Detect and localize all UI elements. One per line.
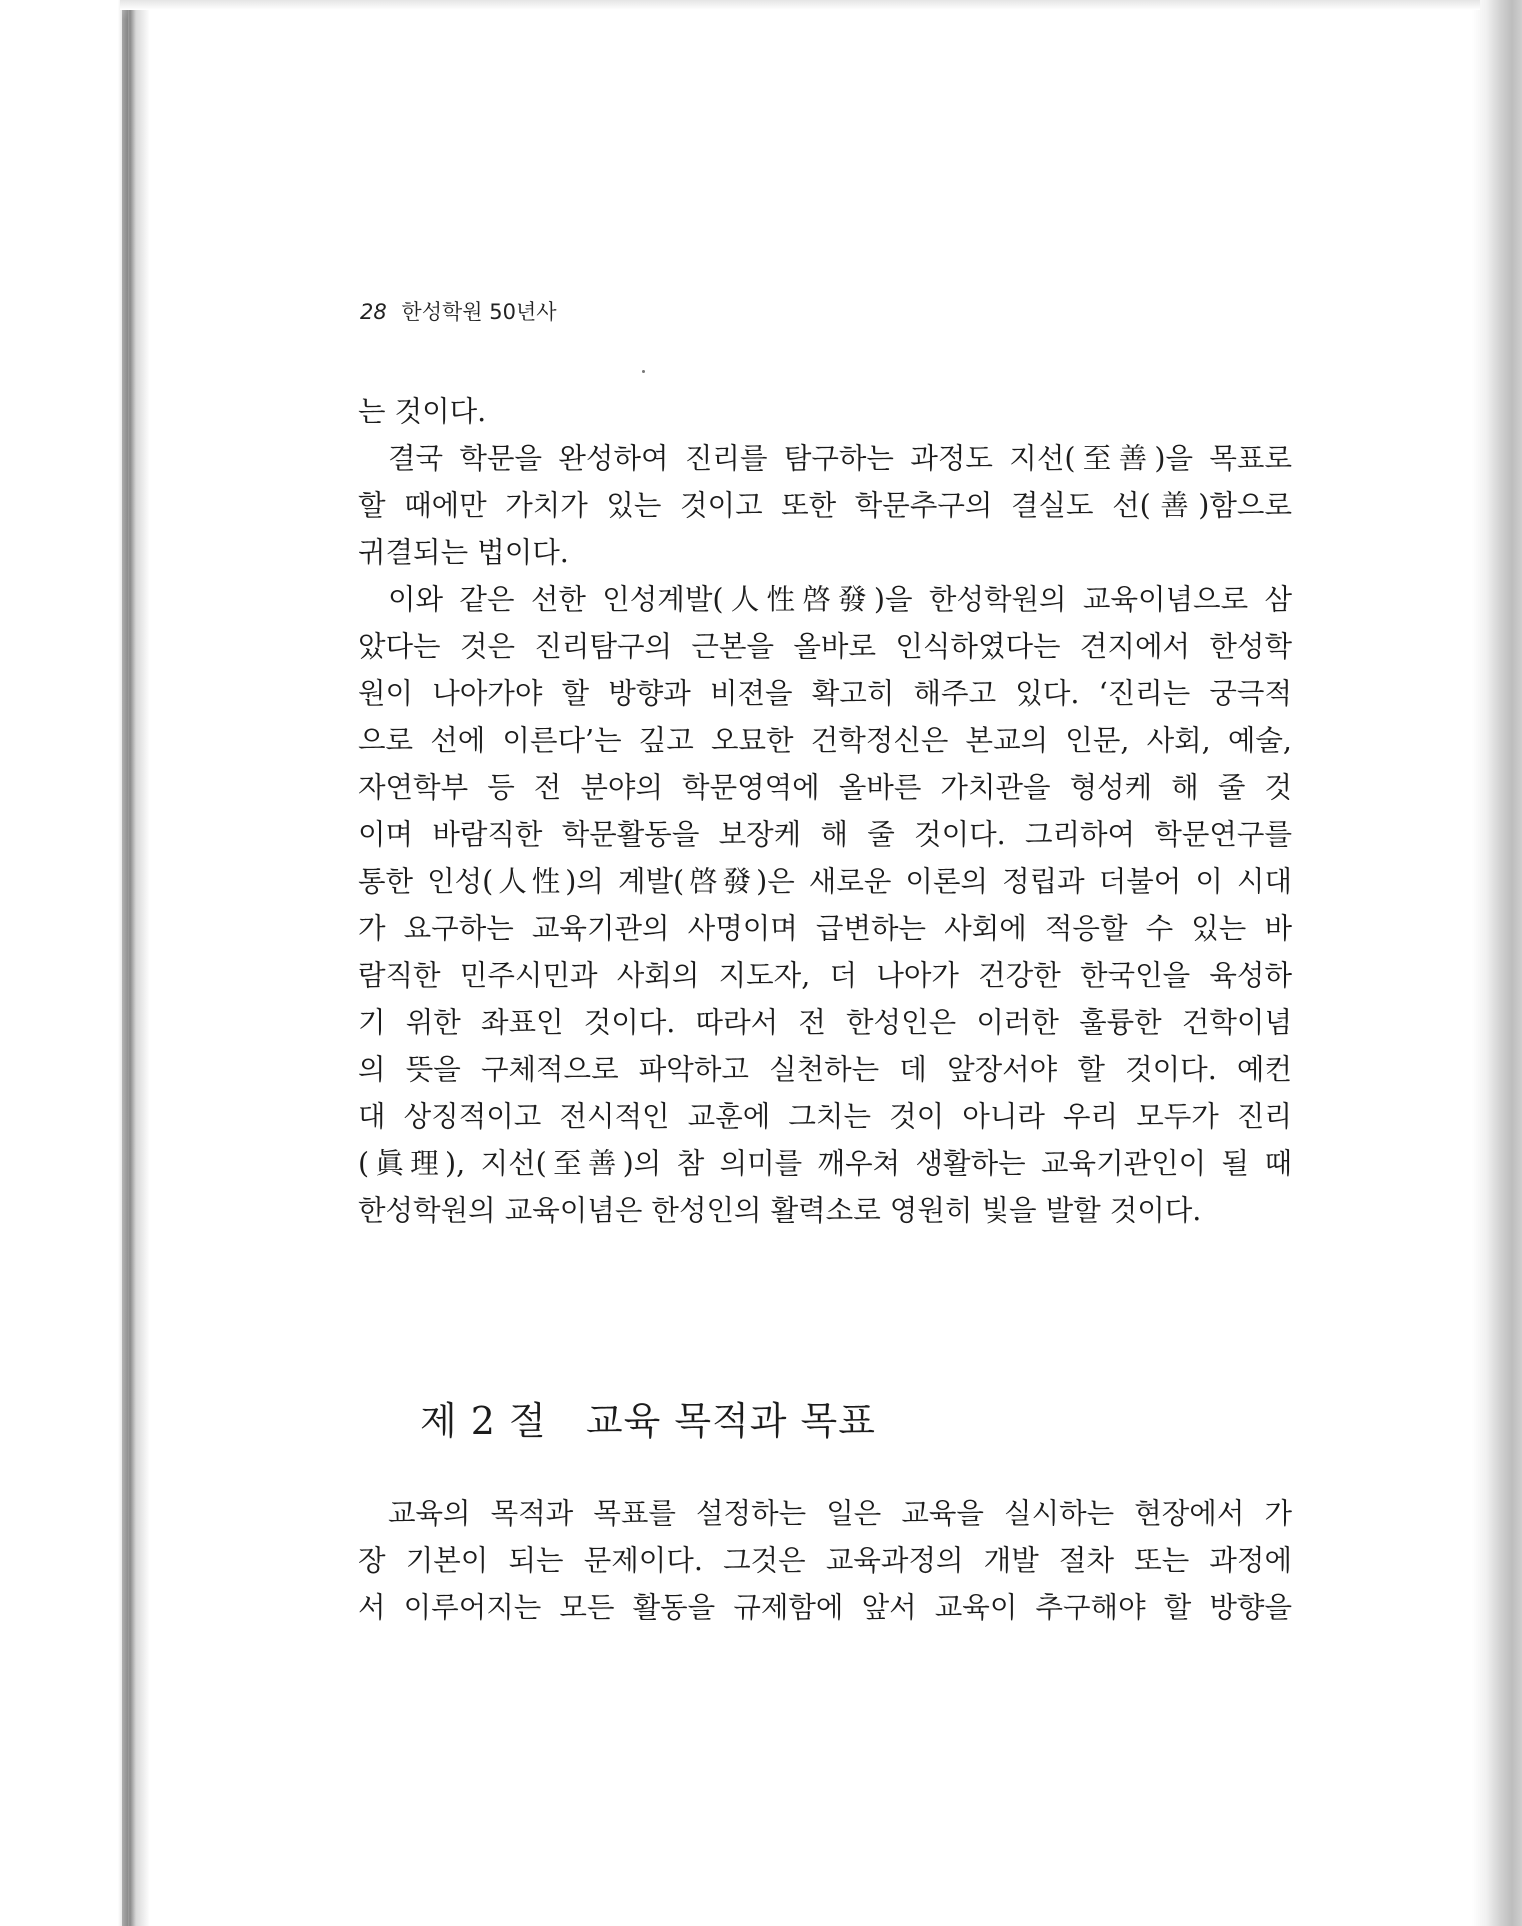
body-text-bottom <box>358 1490 1292 1631</box>
paragraph <box>358 435 1292 576</box>
text-line: (眞理), 지선(至善)의 참 의미를 깨우쳐 생활하는 교육기관인이 될 때 <box>358 1147 1292 1180</box>
book-binding-edge <box>0 0 150 1926</box>
text-line: 한성학원의 교육이념은 한성인의 활력소로 영원히 빛을 발할 것이다. <box>358 1194 1202 1227</box>
text-line: 교육의 목적과 목표를 설정하는 일은 교육을 실시하는 현장에서 가 <box>388 1497 1292 1530</box>
page-number: 28 <box>360 300 387 324</box>
text-line: 할 때에만 가치가 있는 것이고 또한 학문추구의 결실도 선(善)함으로 <box>358 489 1292 522</box>
paragraph <box>358 576 1292 1234</box>
text-line: 장 기본이 되는 문제이다. 그것은 교육과정의 개발 절차 또는 과정에 <box>358 1544 1292 1577</box>
paragraph-continuation <box>358 388 1292 435</box>
page-right-edge <box>1472 0 1522 1926</box>
text-line: 결국 학문을 완성하여 진리를 탐구하는 과정도 지선(至善)을 목표로 <box>388 442 1292 475</box>
print-speck <box>642 370 645 373</box>
body-text-top <box>358 388 1292 1234</box>
section-title: 교육 목적과 목표 <box>585 1399 876 1443</box>
text-line: 통한 인성(人性)의 계발(啓發)은 새로운 이론의 정립과 더불어 이 시대 <box>358 865 1292 898</box>
text-line: 았다는 것은 진리탐구의 근본을 올바로 인식하였다는 견지에서 한성학 <box>358 630 1292 663</box>
book-title: 한성학원 50년사 <box>401 300 557 324</box>
text-line: 는 것이다. <box>358 395 487 428</box>
text-line: 가 요구하는 교육기관의 사명이며 급변하는 사회에 적응할 수 있는 바 <box>358 912 1292 945</box>
text-line: 기 위한 좌표인 것이다. 따라서 전 한성인은 이러한 훌륭한 건학이념 <box>358 1006 1292 1039</box>
text-line: 람직한 민주시민과 사회의 지도자, 더 나아가 건강한 한국인을 육성하 <box>358 959 1292 992</box>
running-head <box>360 296 557 326</box>
text-line: 의 뜻을 구체적으로 파악하고 실천하는 데 앞장서야 할 것이다. 예컨 <box>358 1053 1292 1086</box>
text-line: 자연학부 등 전 분야의 학문영역에 올바른 가치관을 형성케 해 줄 것 <box>358 771 1292 804</box>
text-line: 원이 나아가야 할 방향과 비젼을 확고히 해주고 있다. ‘진리는 궁극적 <box>358 677 1292 710</box>
text-line: 귀결되는 법이다. <box>358 536 569 569</box>
text-line: 대 상징적이고 전시적인 교훈에 그치는 것이 아니라 우리 모두가 진리 <box>358 1100 1292 1133</box>
section-heading <box>420 1390 876 1445</box>
text-line: 으로 선에 이른다’는 깊고 오묘한 건학정신은 본교의 인문, 사회, 예술, <box>358 724 1292 757</box>
page-top-shade <box>120 0 1480 10</box>
text-line: 서 이루어지는 모든 활동을 규제함에 앞서 교육이 추구해야 할 방향을 <box>358 1591 1292 1624</box>
text-line: 이와 같은 선한 인성계발(人性啓發)을 한성학원의 교육이념으로 삼 <box>388 583 1292 616</box>
paragraph <box>358 1490 1292 1631</box>
section-number: 제 2 절 <box>420 1399 547 1443</box>
text-line: 이며 바람직한 학문활동을 보장케 해 줄 것이다. 그리하여 학문연구를 <box>358 818 1292 851</box>
